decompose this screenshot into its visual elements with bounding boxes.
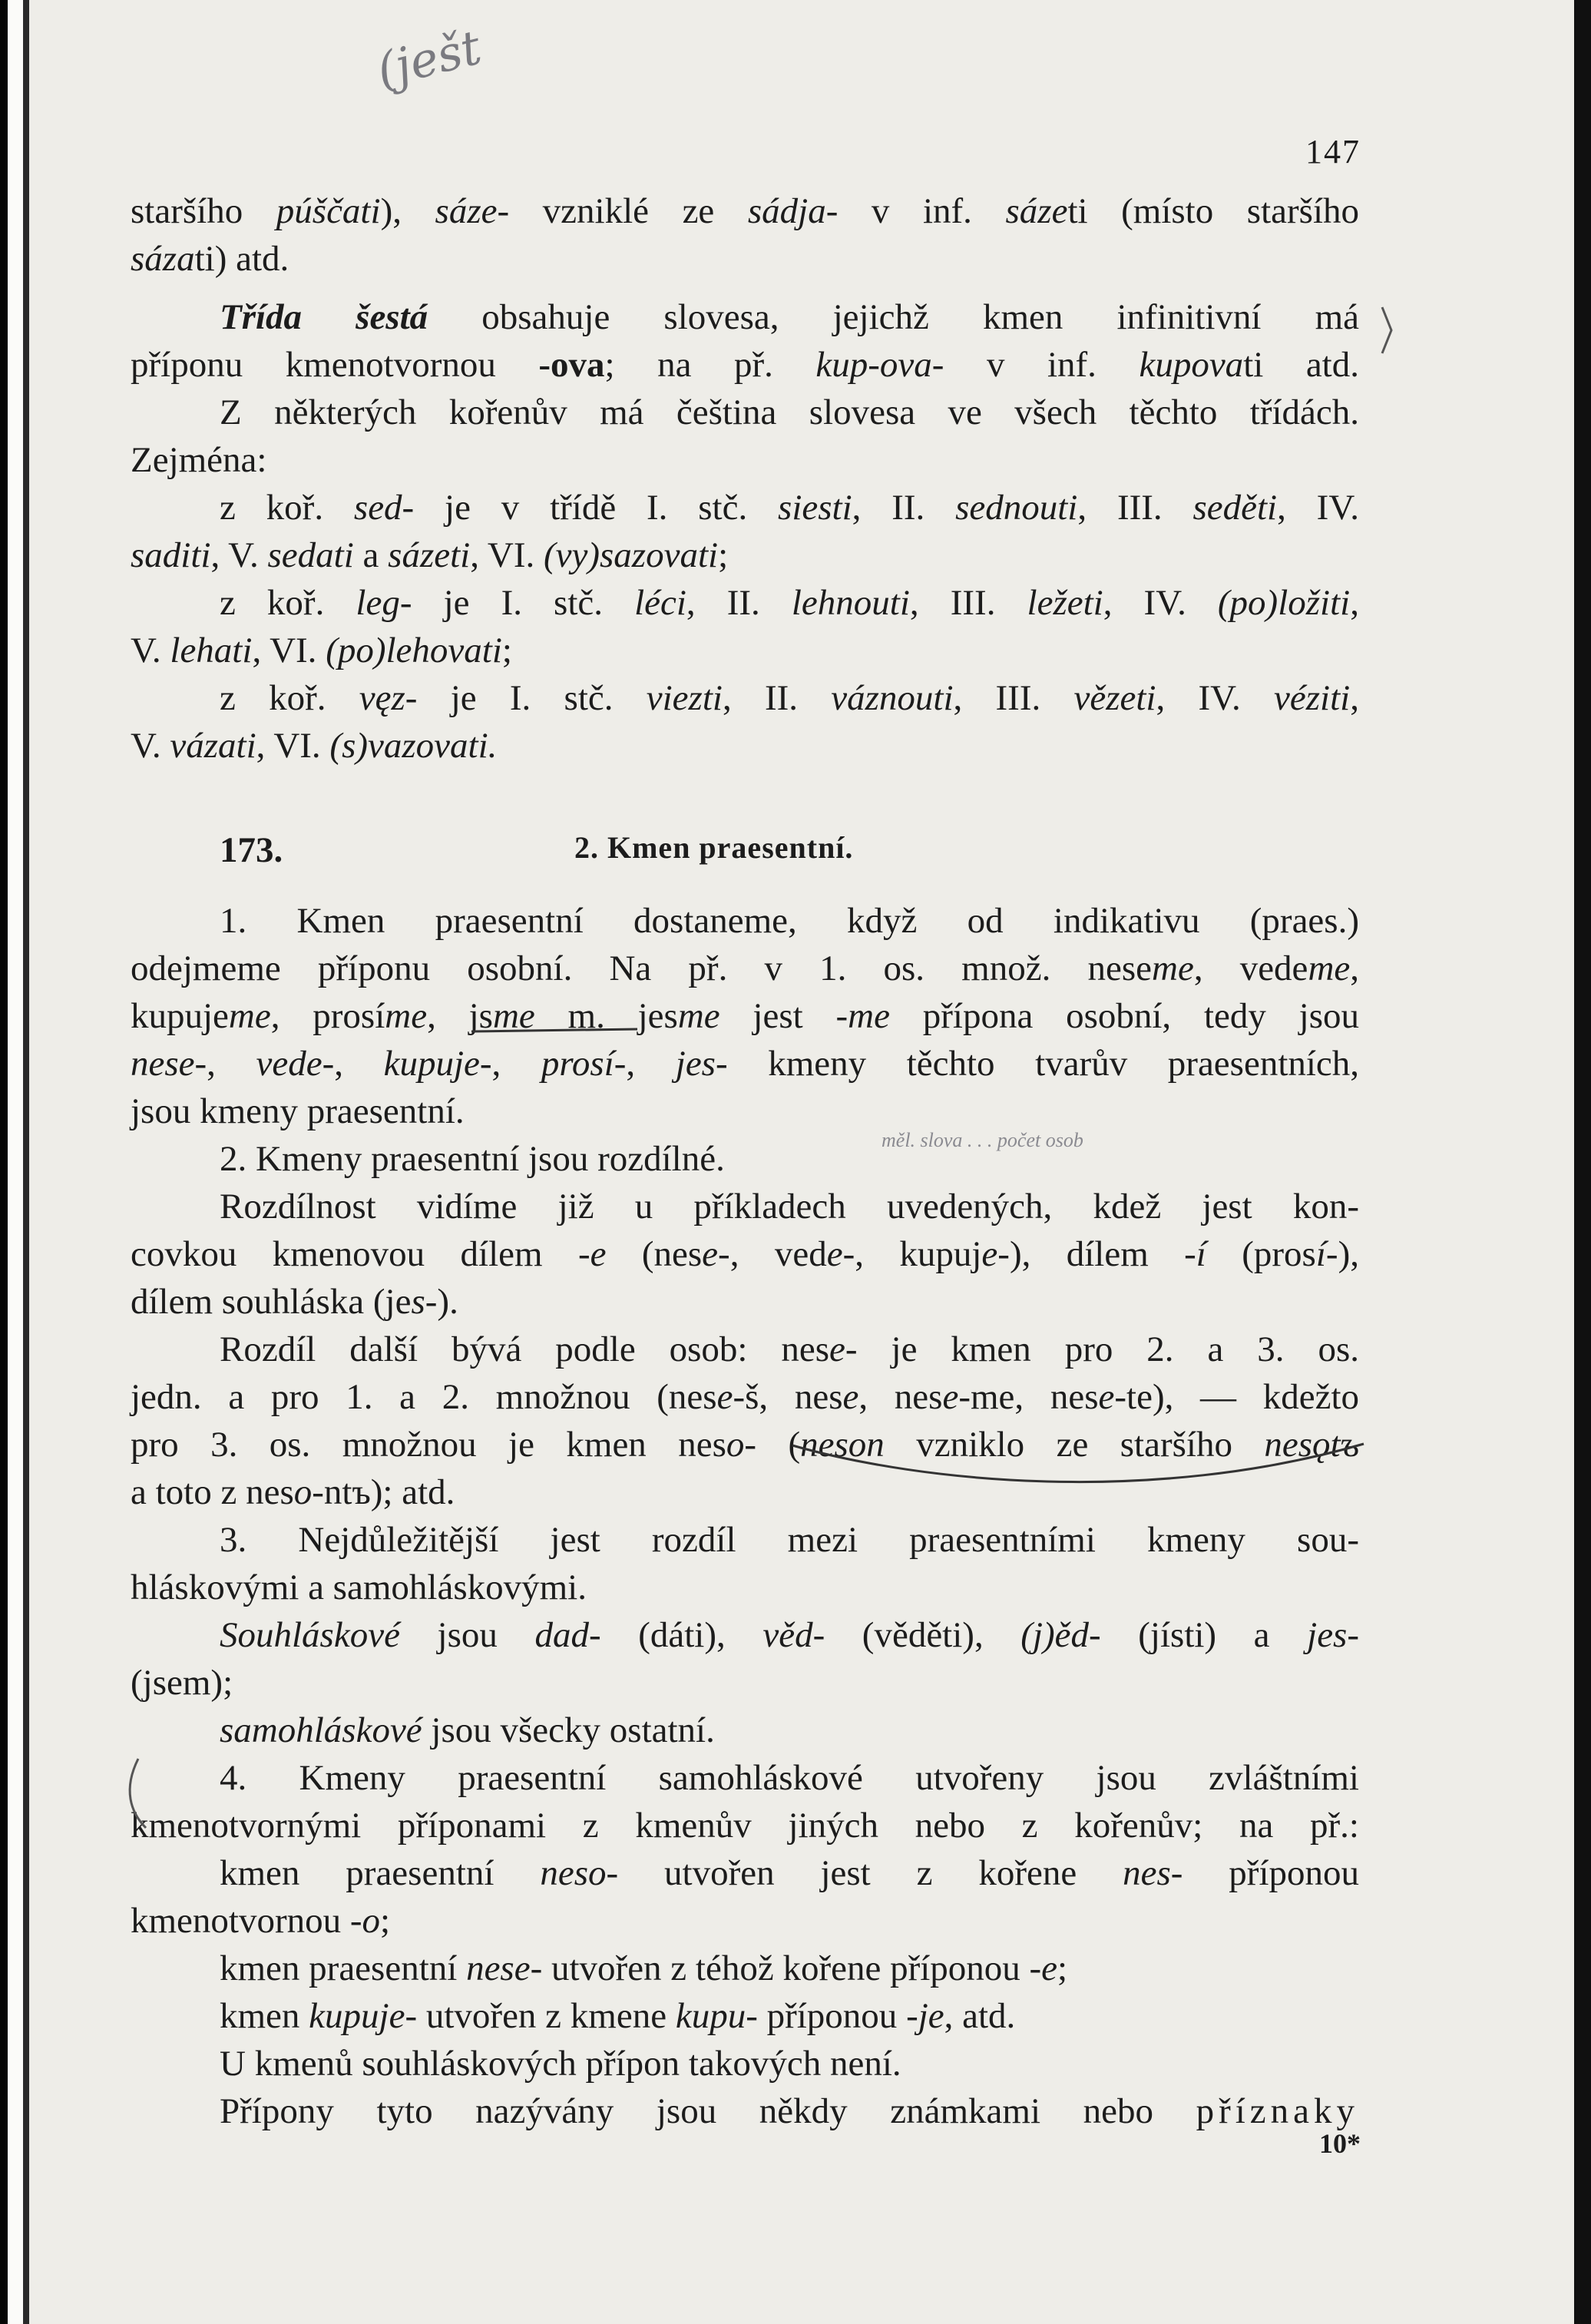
text-line-34: kmenotvornou -o;	[131, 1901, 391, 1941]
page-number: 147	[1305, 133, 1361, 170]
text-line-14: odejmeme příponu osobní. Na př. v 1. os. množ. neseme, vedeme,	[131, 948, 1359, 988]
text-line-21: dílem souhláska (jes-).	[131, 1282, 458, 1322]
text-line-23: jedn. a pro 1. a 2. množnou (nese-š, nese, nese-me, nese-te), — kdežto	[131, 1377, 1359, 1417]
text-line-35: kmen praesentní nese- utvořen z téhož kořene příponou -e;	[220, 1948, 1068, 1988]
text-line-17: jsou kmeny praesentní.	[131, 1091, 465, 1131]
text-line-33: kmen praesentní neso- utvořen jest z kořene nes- příponou	[220, 1853, 1360, 1893]
section-number: 173.	[220, 830, 283, 870]
text-line-36: kmen kupuje- utvořen z kmene kupu- příponou -je, atd.	[220, 1996, 1016, 2036]
text-line-26: 3. Nejdůležitější jest rozdíl mezi praesentními kmeny sou-	[220, 1520, 1359, 1560]
section-heading: 2. Kmen praesentní.	[574, 830, 854, 865]
text-line-25: a toto z neso-ntъ); atd.	[131, 1472, 455, 1512]
text-line-30: samohláskové jsou všecky ostatní.	[220, 1710, 715, 1750]
text-line-32: kmenotvornými příponami z kmenův jiných nebo z kořenův; na př.:	[131, 1806, 1359, 1846]
text-line-9: z koř. leg- je I. stč. léci, II. lehnouti, III. ležeti, IV. (po)ložiti,	[220, 583, 1359, 623]
text-line-4: příponu kmenotvornou -ova; na př. kup-ova- v inf. kupovati atd.	[131, 345, 1359, 385]
text-line-31: 4. Kmeny praesentní samohláskové utvořeny jsou zvláštními	[220, 1758, 1359, 1798]
text-line-27: hláskovými a samohláskovými.	[131, 1568, 587, 1607]
text-line-37: U kmenů souhláskových přípon takových není.	[220, 2044, 901, 2084]
text-line-18: 2. Kmeny praesentní jsou rozdílné.	[220, 1139, 725, 1179]
text-line-20: covkou kmenovou dílem -e (nese-, vede-, kupuje-), dílem -í (prosí-),	[131, 1234, 1359, 1274]
text-line-24: pro 3. os. množnou je kmen neso- (neson vzniklo ze staršího nesǫtъ	[131, 1425, 1359, 1465]
text-line-3: Třída šestá obsahuje slovesa, jejichž kmen infinitivní má	[220, 297, 1359, 337]
text-line-16: nese-, vede-, kupuje-, prosí-, jes- kmeny těchto tvarův praesentních,	[131, 1044, 1360, 1084]
text-line-19: Rozdílnost vidíme již u příkladech uvedených, kdež jest kon-	[220, 1187, 1359, 1227]
text-line-1: staršího púščati), sáze- vzniklé ze sádja- v inf. sázeti (místo staršího	[131, 191, 1360, 231]
pencil-mark: (ješt	[371, 18, 487, 99]
scan-right-edge	[1574, 0, 1591, 2324]
scan-spine-gap	[8, 0, 23, 2324]
text-line-11: z koř. vęz- je I. stč. viezti, II. váznouti, III. vězeti, IV. véziti,	[220, 678, 1359, 718]
text-line-8: saditi, V. sedati a sázeti, VI. (vy)sazovati;	[131, 535, 729, 575]
text-line-7: z koř. sed- je v třídě I. stč. siesti, II. sednouti, III. seděti, IV.	[220, 488, 1359, 528]
text-line-6: Zejména:	[131, 440, 267, 480]
scan-spine-edge	[23, 0, 29, 2324]
text-line-5: Z některých kořenův má čeština slovesa ve všech těchto třídách.	[220, 392, 1359, 432]
scan-spine-shadow	[0, 0, 8, 2324]
text-line-22: Rozdíl další bývá podle osob: nese- je kmen pro 2. a 3. os.	[220, 1329, 1359, 1369]
text-line-28: Souhláskové jsou dad- (dáti), věd- (věděti), (j)ěd- (jísti) a jes-	[220, 1615, 1360, 1655]
text-line-38: Přípony tyto nazývány jsou někdy známkami nebo příznaky	[220, 2091, 1359, 2131]
pencil-note: měl. slova . . . počet osob	[882, 1129, 1083, 1151]
sheet-signature: 10*	[1319, 2128, 1361, 2159]
text-line-29: (jsem);	[131, 1663, 233, 1703]
text-line-12: V. vázati, VI. (s)vazovati.	[131, 726, 498, 766]
text-line-15: kupujeme, prosíme, jsme m. jesme jest -me přípona osobní, tedy jsou	[131, 996, 1359, 1036]
text-line-2: sázati) atd.	[131, 239, 289, 279]
text-line-10: V. lehati, VI. (po)lehovati;	[131, 631, 512, 670]
text-line-13: 1. Kmen praesentní dostaneme, když od indikativu (praes.)	[220, 901, 1359, 941]
